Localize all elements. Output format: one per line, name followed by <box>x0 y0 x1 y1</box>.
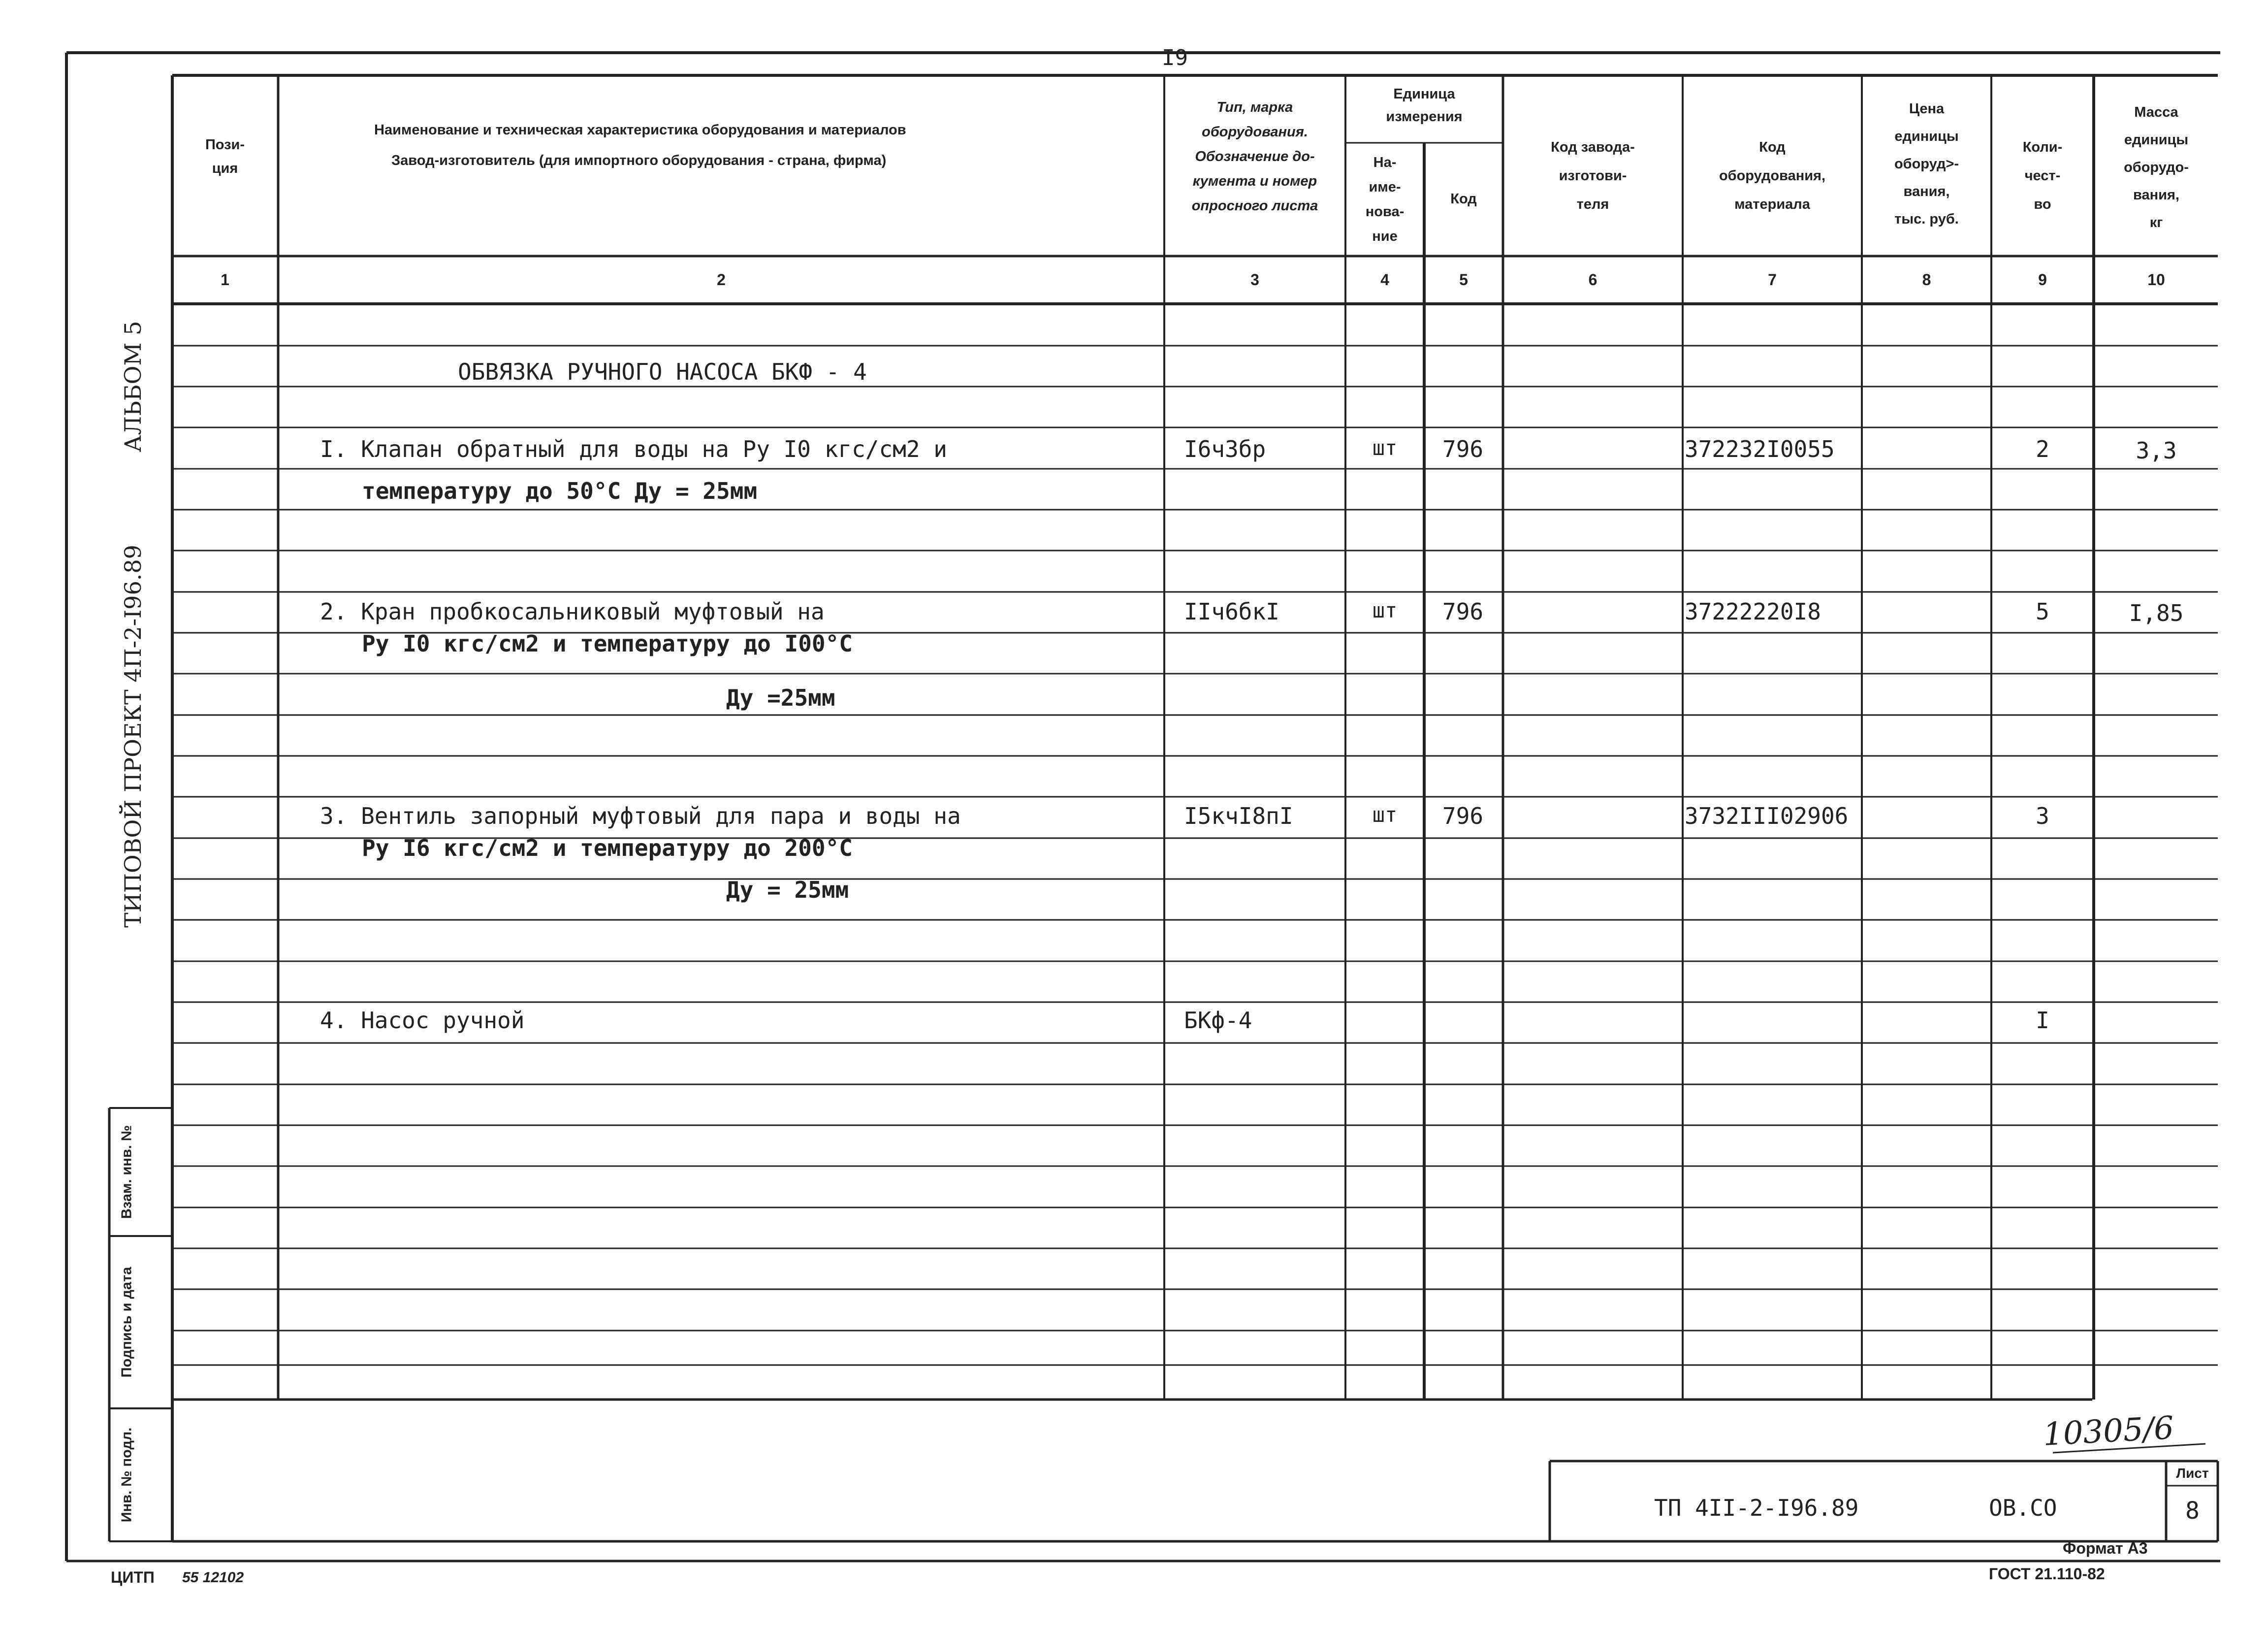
page-number: I9 <box>1162 45 1188 70</box>
header-quantity: Коли- чест- во <box>2022 139 2063 212</box>
item-1-line1: I. Клапан обратный для воды на Ру I0 кгс/см2 и <box>320 436 947 462</box>
org-label: ЦИТП <box>111 1568 155 1586</box>
item-2-code: 37222220I8 <box>1685 598 1821 625</box>
item-2-line3: Ду =25мм <box>726 684 835 711</box>
item-3-code: 3732III02906 <box>1685 803 1849 829</box>
album-label: АЛЬБОМ 5 <box>120 321 146 453</box>
column-number: 5 <box>1459 271 1468 289</box>
item-2-mass: I,85 <box>2129 600 2184 626</box>
column-number: 1 <box>221 271 229 289</box>
column-number: 3 <box>1250 271 1259 289</box>
sheet-number: 8 <box>2185 1497 2200 1525</box>
column-number: 2 <box>717 271 726 289</box>
header-unit-name: На- име- нова- ние <box>1365 155 1405 244</box>
item-2-line1: 2. Кран пробкосальниковый муфтовый на <box>320 598 825 625</box>
section-title: ОБВЯЗКА РУЧНОГО НАСОСА БКФ - 4 <box>458 358 867 385</box>
header-position: Пози- ция <box>205 137 245 176</box>
item-2-unit: шт <box>1372 598 1398 622</box>
item-2-qty: 5 <box>2036 598 2049 625</box>
doc-code: ТП 4II-2-I96.89 <box>1654 1495 1859 1521</box>
header-price: Цена единицы оборуд>- вания, тыс. руб. <box>1894 101 1959 227</box>
column-number: 4 <box>1380 271 1389 289</box>
item-3-qty: 3 <box>2036 803 2049 829</box>
item-3-line2: Ру I6 кгс/см2 и температуру до 200°С <box>362 835 853 861</box>
column-number: 6 <box>1588 271 1597 289</box>
item-1-qty: 2 <box>2036 436 2049 462</box>
column-number: 7 <box>1768 271 1777 289</box>
item-4-type: БКф-4 <box>1184 1007 1252 1034</box>
project-label: ТИПОВОЙ ПРОЕКТ 4П-2-I96.89 <box>120 545 146 928</box>
gost-label: ГОСТ 21.110-82 <box>1989 1565 2105 1583</box>
item-2-unit-code: 796 <box>1442 598 1484 625</box>
column-number: 9 <box>2038 271 2047 289</box>
stamp-inv-original: Инв. № подл. <box>119 1427 135 1523</box>
item-3-unit-code: 796 <box>1442 803 1484 829</box>
item-1-type: I6ч3бр <box>1184 436 1266 462</box>
header-type: Тип, марка оборудования. Обозначение до- кумента и номер опросного листа <box>1191 99 1318 214</box>
column-number: 8 <box>1922 271 1931 289</box>
sheet-label: Лист <box>2176 1465 2209 1481</box>
stamp-vzam-inv: Взам. инв. № <box>119 1125 135 1219</box>
header-unit-code: Код <box>1450 191 1477 207</box>
item-2-line2: Ру I0 кгс/см2 и температуру до I00°С <box>362 630 853 657</box>
header-mass: Масса единицы оборудо- вания, кг <box>2124 104 2189 230</box>
item-3-unit: шт <box>1372 803 1398 827</box>
org-code: 55 12102 <box>182 1569 244 1586</box>
item-1-unit: шт <box>1372 436 1398 460</box>
item-1-line2: температуру до 50°С Ду = 25мм <box>362 478 758 504</box>
item-3-type: I5кчI8пI <box>1184 803 1293 829</box>
header-name-line1: Наименование и техническая характеристика оборудования и материалов <box>374 122 906 138</box>
doc-mark: ОВ.СО <box>1989 1495 2057 1521</box>
item-1-mass: 3,3 <box>2136 437 2177 464</box>
header-unit-group: Единица измерения <box>1386 86 1463 125</box>
item-1-unit-code: 796 <box>1442 436 1484 462</box>
item-4-line1: 4. Насос ручной <box>320 1007 525 1034</box>
item-2-type: IIч6бкI <box>1184 598 1279 625</box>
column-number: 10 <box>2147 271 2165 289</box>
header-name-line2: Завод-изготовитель (для импортного оборудования - страна, фирма) <box>391 153 887 168</box>
format-label: Формат А3 <box>2063 1539 2148 1557</box>
item-3-line1: 3. Вентиль запорный муфтовый для пара и воды на <box>320 803 961 829</box>
item-1-code: 372232I0055 <box>1685 436 1835 462</box>
header-factory-code: Код завода- изготови- теля <box>1551 139 1635 212</box>
item-4-qty: I <box>2036 1007 2049 1034</box>
item-3-line3: Ду = 25мм <box>726 877 849 903</box>
handwritten-number: 10305/6 <box>2042 1410 2175 1453</box>
stamp-signature-date: Подпись и дата <box>119 1267 135 1378</box>
header-equipment-code: Код оборудования, материала <box>1719 139 1826 212</box>
